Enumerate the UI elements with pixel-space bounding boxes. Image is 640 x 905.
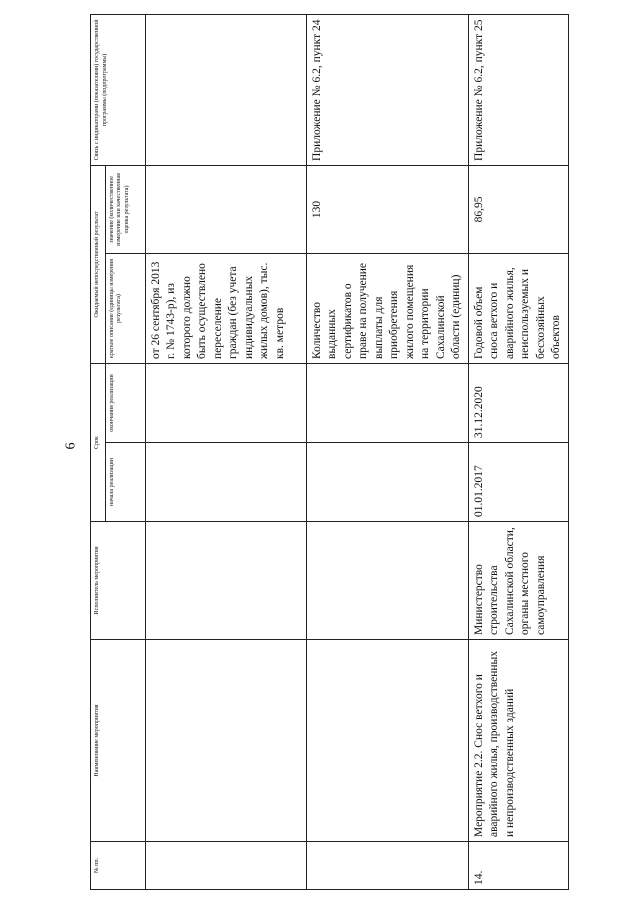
header-period: Срок	[91, 363, 106, 521]
cell-num	[145, 842, 306, 890]
header-activity: Наименование мероприятия	[91, 640, 146, 842]
cell-value	[145, 165, 306, 253]
activities-table	[90, 14, 569, 890]
table-row	[145, 14, 306, 889]
cell-num	[306, 842, 468, 890]
cell-link: Приложение № 6.2, пункт 25	[468, 14, 568, 165]
cell-start	[145, 443, 306, 522]
cell-executor	[306, 522, 468, 640]
header-short-desc: краткое описание (единицы измерения результата)	[105, 253, 145, 363]
cell-short-desc: Годовой объем сноса ветхого и аварийного жилья, неиспользуемых и бесхозяйных объектов	[468, 253, 568, 363]
header-start: начала реализации	[105, 443, 145, 522]
cell-end: 31.12.2020	[468, 363, 568, 442]
cell-value: 86,95	[468, 165, 568, 253]
table-row	[468, 14, 568, 889]
cell-activity	[306, 640, 468, 842]
header-link: Связь с индикаторами (показателями) государственной программы (подпрограммы)	[91, 14, 146, 165]
table-row	[306, 14, 468, 889]
cell-short-desc: Количество выданных сертификатов о праве на получение выплаты для приобретения жилого помещения на территории Сахалинской области (единиц)	[306, 253, 468, 363]
cell-activity: Мероприятие 2.2. Снос ветхого и аварийного жилья, производственных и непроизводственных зданий	[468, 640, 568, 842]
cell-start: 01.01.2017	[468, 443, 568, 522]
cell-activity	[145, 640, 306, 842]
cell-short-desc: от 26 сентября 2013 г. № 1743-р), из которого должно быть осуществлено переселение граждан (без учета индивидуальных жилых домов), тыс. кв. метров	[145, 253, 306, 363]
page-number: 6	[63, 442, 79, 450]
cell-link: Приложение № 6.2, пункт 24	[306, 14, 468, 165]
header-end: окончания реализации	[105, 363, 145, 442]
cell-end	[306, 363, 468, 442]
cell-executor: Министерство строительства Сахалинской области, органы местного самоуправления	[468, 522, 568, 640]
cell-executor	[145, 522, 306, 640]
header-executor: Исполнитель мероприятия	[91, 522, 146, 640]
cell-start	[306, 443, 468, 522]
cell-value: 130	[306, 165, 468, 253]
header-expected: Ожидаемый непосредственный результат	[91, 165, 106, 363]
header-value: значение (количественное измерение или качественная оценка результата)	[105, 165, 145, 253]
header-num: № пп.	[91, 842, 146, 890]
cell-num: 14.	[468, 842, 568, 890]
cell-link	[145, 14, 306, 165]
table-rotated-container	[90, 15, 563, 890]
cell-end	[145, 363, 306, 442]
